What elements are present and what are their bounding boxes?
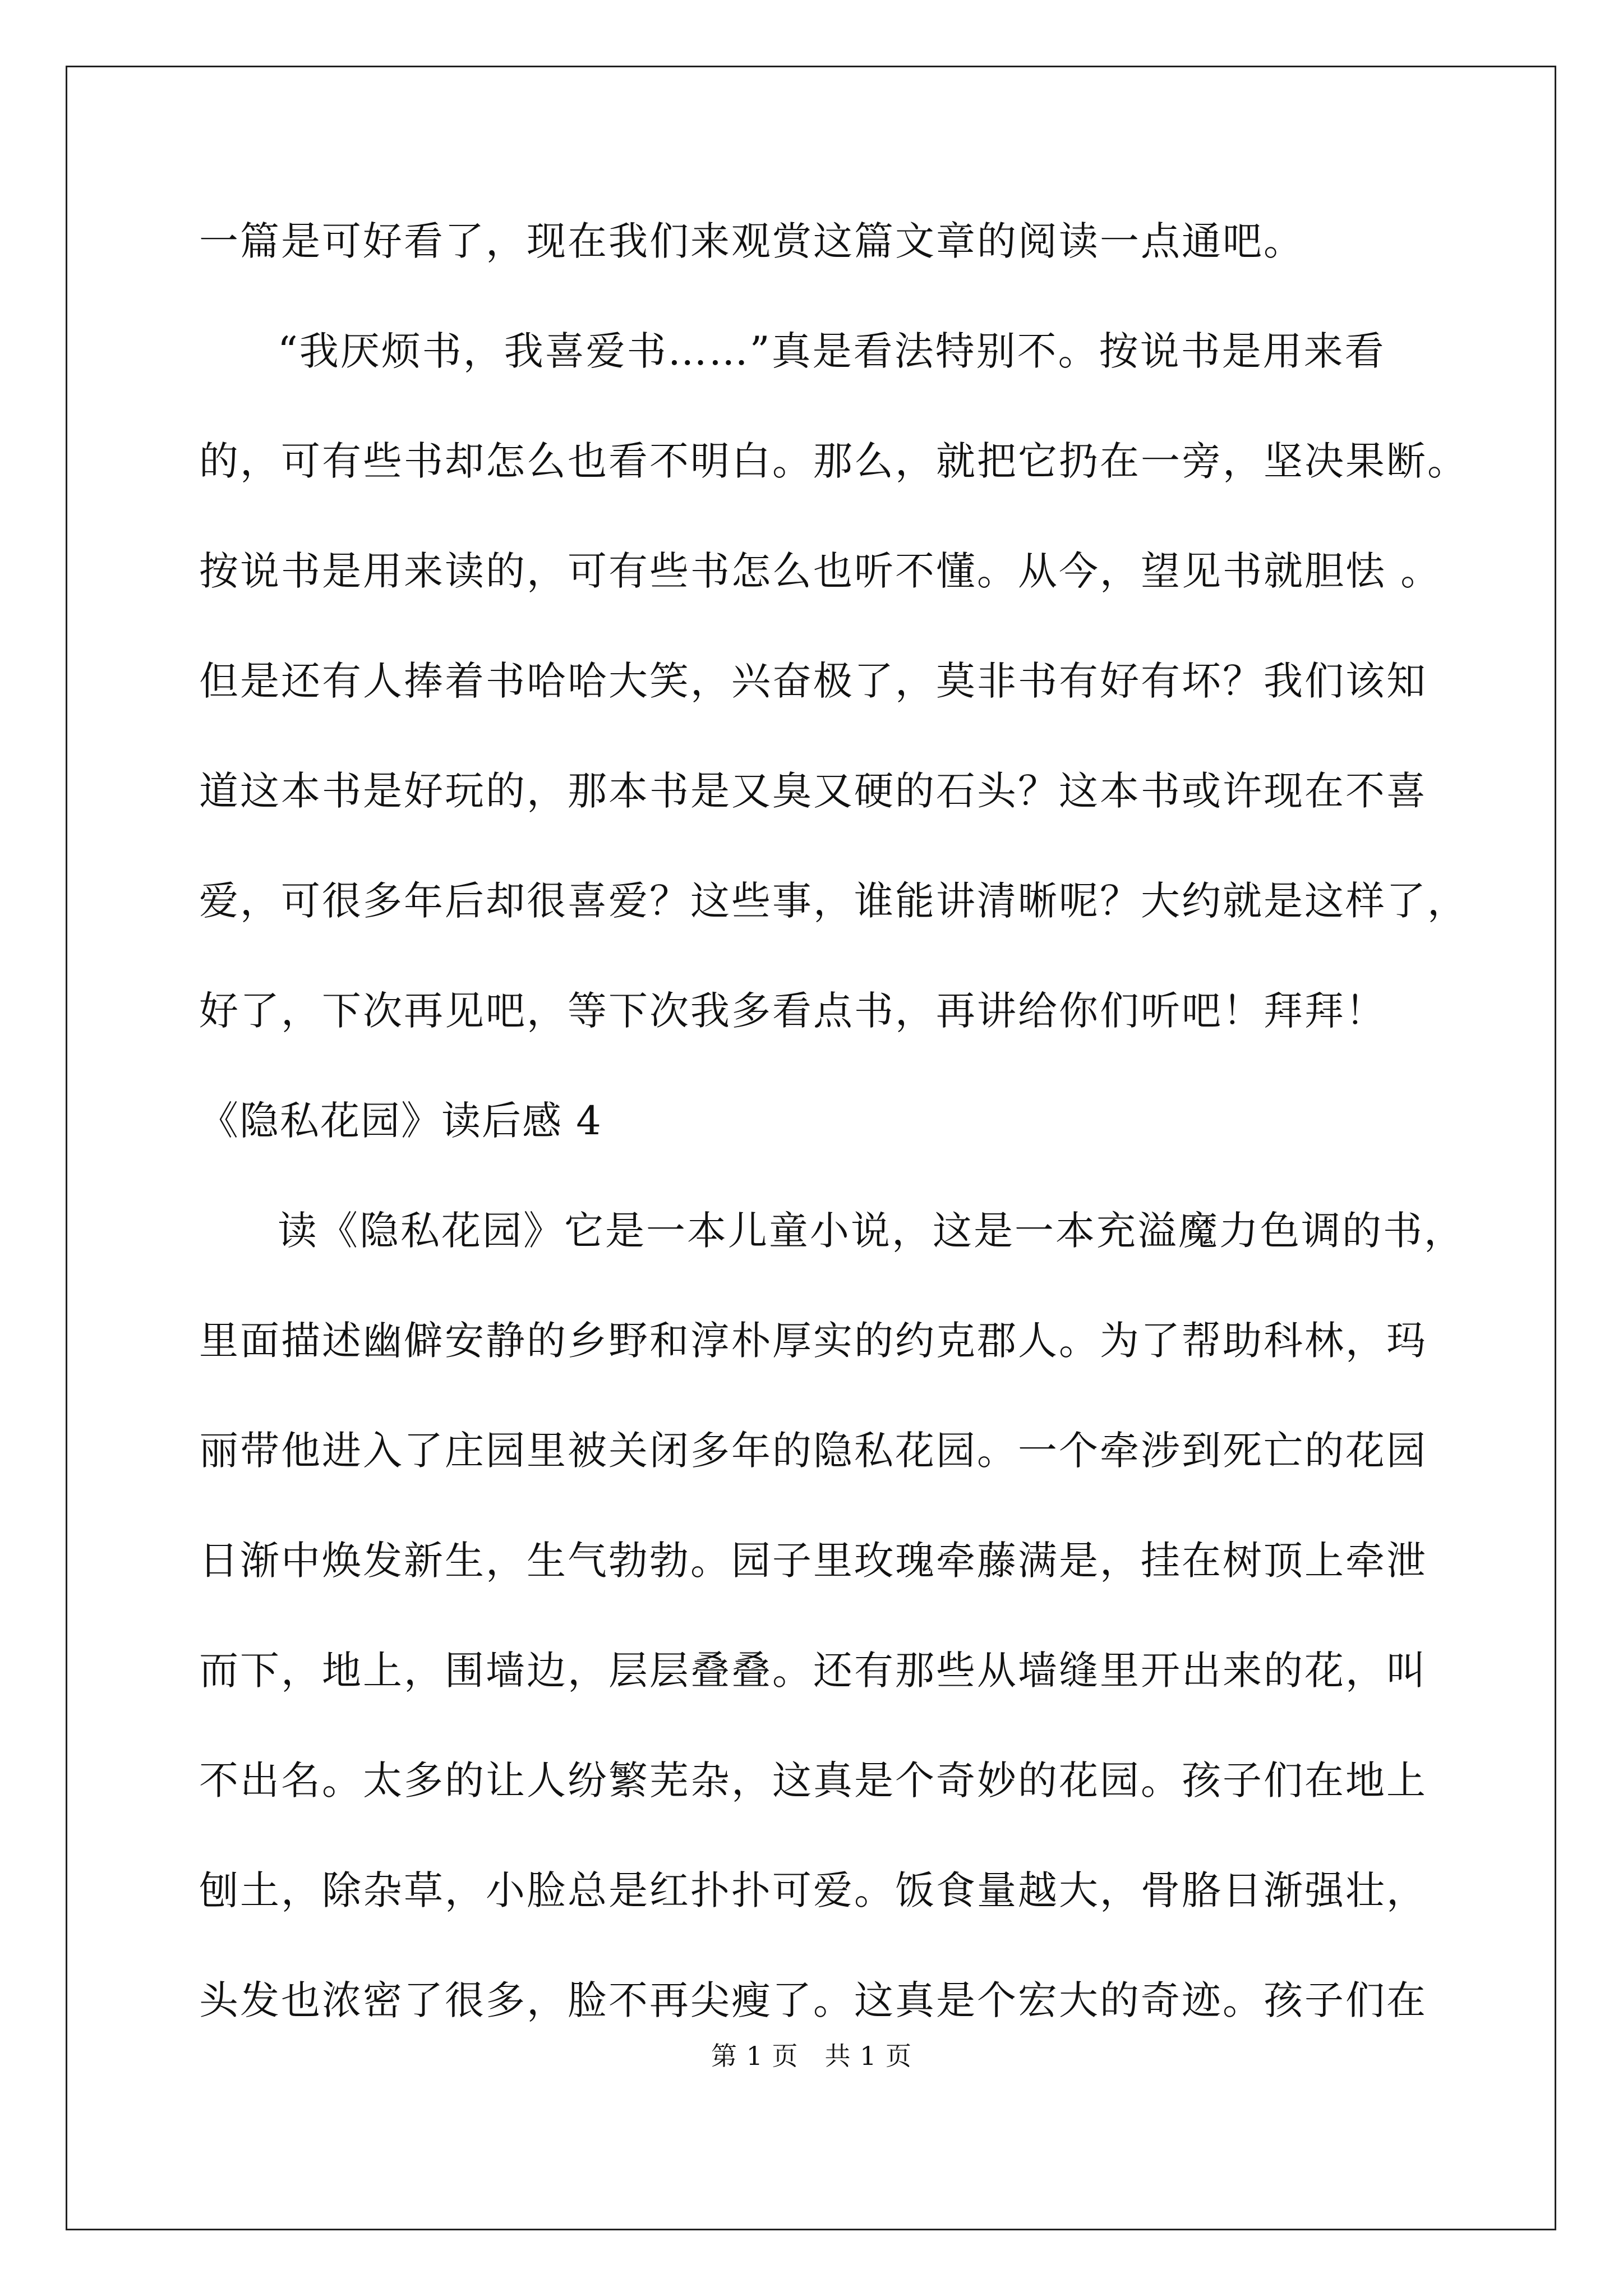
text-line: 爱，可很多年后却很喜爱？这些事，谁能讲清晰呢？大约就是这样了， <box>199 878 1468 924</box>
text-line: 的，可有些书却怎么也看不明白。那么，就把它扔在一旁，坚决果断。 <box>199 438 1468 484</box>
text-line: 按说书是用来读的，可有些书怎么也听不懂。从今，望见书就胆怯 。 <box>199 548 1442 594</box>
text-line: 里面描述幽僻安静的乡野和淳朴厚实的约克郡人。为了帮助科林，玛 <box>199 1318 1427 1364</box>
text-line: 但是还有人捧着书哈哈大笑，兴奋极了，莫非书有好有坏？我们该知 <box>199 658 1427 704</box>
text-line: “我厌烦书，我喜爱书……”真是看法特别不。按说书是用来看 <box>278 328 1386 374</box>
text-line: 道这本书是好玩的，那本书是又臭又硬的石头？这本书或许现在不喜 <box>199 768 1427 814</box>
page-footer: 第 1 页 共 1 页 <box>711 2041 912 2071</box>
text-line: 读《隐私花园》它是一本儿童小说，这是一本充溢魔力色调的书， <box>278 1208 1465 1254</box>
text-line: 丽带他进入了庄园里被关闭多年的隐私花园。一个牵涉到死亡的花园 <box>199 1428 1427 1474</box>
text-line: 一篇是可好看了，现在我们来观赏这篇文章的阅读一点通吧。 <box>199 218 1304 264</box>
text-line: 头发也浓密了很多，脸不再尖瘦了。这真是个宏大的奇迹。孩子们在 <box>199 1977 1427 2023</box>
section-heading: 《隐私花园》读后感 4 <box>199 1098 602 1144</box>
document-body <box>199 208 1468 2077</box>
text-line: 不出名。太多的让人纷繁芜杂，这真是个奇妙的花园。孩子们在地上 <box>199 1757 1427 1803</box>
text-line: 刨土，除杂草，小脸总是红扑扑可爱。饭食量越大，骨胳日渐强壮， <box>199 1867 1427 1913</box>
text-line: 好了，下次再见吧，等下次我多看点书，再讲给你们听吧！拜拜！ <box>199 988 1386 1034</box>
text-line: 而下，地上，围墙边，层层叠叠。还有那些从墙缝里开出来的花，叫 <box>199 1648 1427 1694</box>
text-line: 日渐中焕发新生，生气勃勃。园子里玫瑰牵藤满是，挂在树顶上牵泄 <box>199 1538 1427 1584</box>
